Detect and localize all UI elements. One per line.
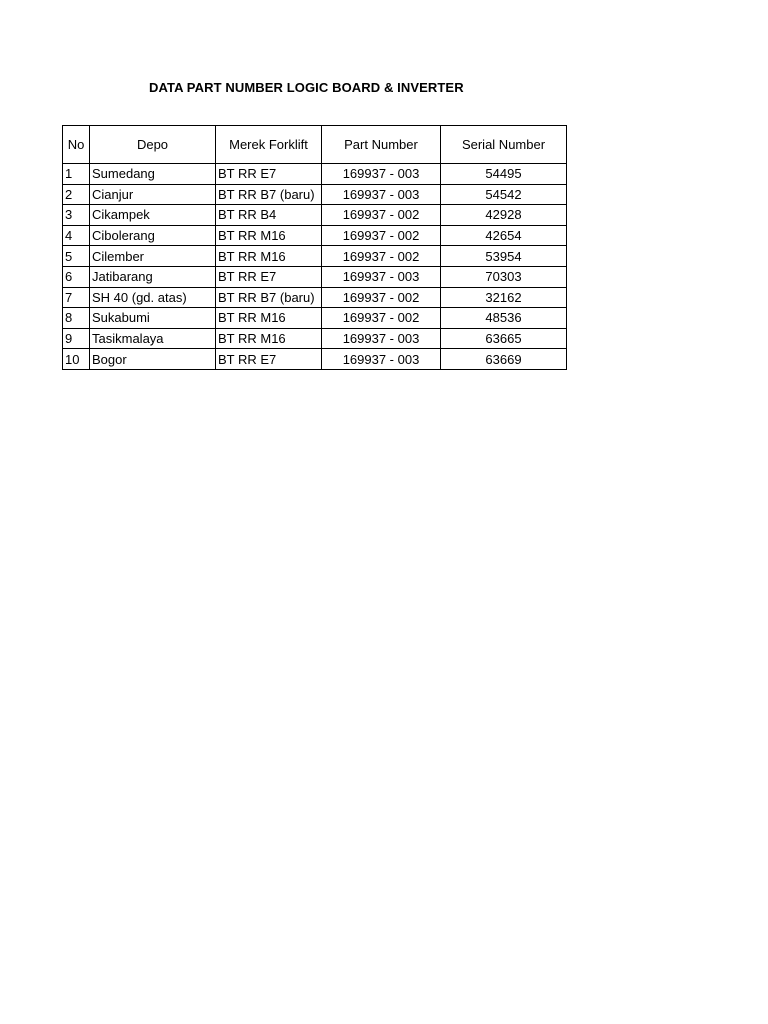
header-depo: Depo bbox=[90, 126, 216, 164]
table-row bbox=[63, 349, 567, 370]
cell-no: 4 bbox=[63, 225, 90, 246]
cell-part-number: 169937 - 002 bbox=[322, 205, 441, 226]
cell-no: 1 bbox=[63, 164, 90, 185]
cell-serial-number: 63669 bbox=[441, 349, 567, 370]
cell-depo: Sumedang bbox=[90, 164, 216, 185]
cell-serial-number: 48536 bbox=[441, 308, 567, 329]
cell-depo: Cilember bbox=[90, 246, 216, 267]
cell-serial-number: 53954 bbox=[441, 246, 567, 267]
cell-merek-forklift: BT RR B7 (baru) bbox=[216, 287, 322, 308]
header-serial-number: Serial Number bbox=[441, 126, 567, 164]
table-row bbox=[63, 164, 567, 185]
cell-no: 8 bbox=[63, 308, 90, 329]
header-merek-forklift: Merek Forklift bbox=[216, 126, 322, 164]
cell-serial-number: 54495 bbox=[441, 164, 567, 185]
cell-merek-forklift: BT RR E7 bbox=[216, 164, 322, 185]
cell-part-number: 169937 - 003 bbox=[322, 164, 441, 185]
cell-merek-forklift: BT RR E7 bbox=[216, 349, 322, 370]
cell-part-number: 169937 - 002 bbox=[322, 308, 441, 329]
cell-part-number: 169937 - 003 bbox=[322, 266, 441, 287]
cell-merek-forklift: BT RR M16 bbox=[216, 225, 322, 246]
table-row bbox=[63, 308, 567, 329]
header-no: No bbox=[63, 126, 90, 164]
cell-serial-number: 54542 bbox=[441, 184, 567, 205]
cell-no: 7 bbox=[63, 287, 90, 308]
table-row bbox=[63, 246, 567, 267]
cell-no: 3 bbox=[63, 205, 90, 226]
cell-depo: Cianjur bbox=[90, 184, 216, 205]
table-row bbox=[63, 266, 567, 287]
cell-no: 10 bbox=[63, 349, 90, 370]
cell-no: 6 bbox=[63, 266, 90, 287]
header-part-number: Part Number bbox=[322, 126, 441, 164]
table-row bbox=[63, 328, 567, 349]
table-row bbox=[63, 205, 567, 226]
cell-merek-forklift: BT RR B7 (baru) bbox=[216, 184, 322, 205]
cell-part-number: 169937 - 002 bbox=[322, 246, 441, 267]
table-row bbox=[63, 287, 567, 308]
cell-depo: Sukabumi bbox=[90, 308, 216, 329]
cell-serial-number: 42654 bbox=[441, 225, 567, 246]
cell-part-number: 169937 - 003 bbox=[322, 328, 441, 349]
document-title: DATA PART NUMBER LOGIC BOARD & INVERTER bbox=[149, 80, 464, 95]
cell-merek-forklift: BT RR M16 bbox=[216, 308, 322, 329]
cell-depo: Bogor bbox=[90, 349, 216, 370]
cell-serial-number: 63665 bbox=[441, 328, 567, 349]
part-number-table bbox=[62, 125, 567, 370]
cell-serial-number: 32162 bbox=[441, 287, 567, 308]
table-row bbox=[63, 184, 567, 205]
cell-merek-forklift: BT RR M16 bbox=[216, 328, 322, 349]
cell-no: 5 bbox=[63, 246, 90, 267]
cell-merek-forklift: BT RR B4 bbox=[216, 205, 322, 226]
table-header-row bbox=[63, 126, 567, 164]
table-row bbox=[63, 225, 567, 246]
cell-merek-forklift: BT RR M16 bbox=[216, 246, 322, 267]
cell-part-number: 169937 - 003 bbox=[322, 184, 441, 205]
cell-depo: Cibolerang bbox=[90, 225, 216, 246]
cell-part-number: 169937 - 003 bbox=[322, 349, 441, 370]
cell-serial-number: 70303 bbox=[441, 266, 567, 287]
cell-no: 9 bbox=[63, 328, 90, 349]
cell-depo: Jatibarang bbox=[90, 266, 216, 287]
cell-merek-forklift: BT RR E7 bbox=[216, 266, 322, 287]
cell-depo: SH 40 (gd. atas) bbox=[90, 287, 216, 308]
cell-serial-number: 42928 bbox=[441, 205, 567, 226]
cell-part-number: 169937 - 002 bbox=[322, 225, 441, 246]
cell-depo: Cikampek bbox=[90, 205, 216, 226]
cell-no: 2 bbox=[63, 184, 90, 205]
cell-part-number: 169937 - 002 bbox=[322, 287, 441, 308]
cell-depo: Tasikmalaya bbox=[90, 328, 216, 349]
